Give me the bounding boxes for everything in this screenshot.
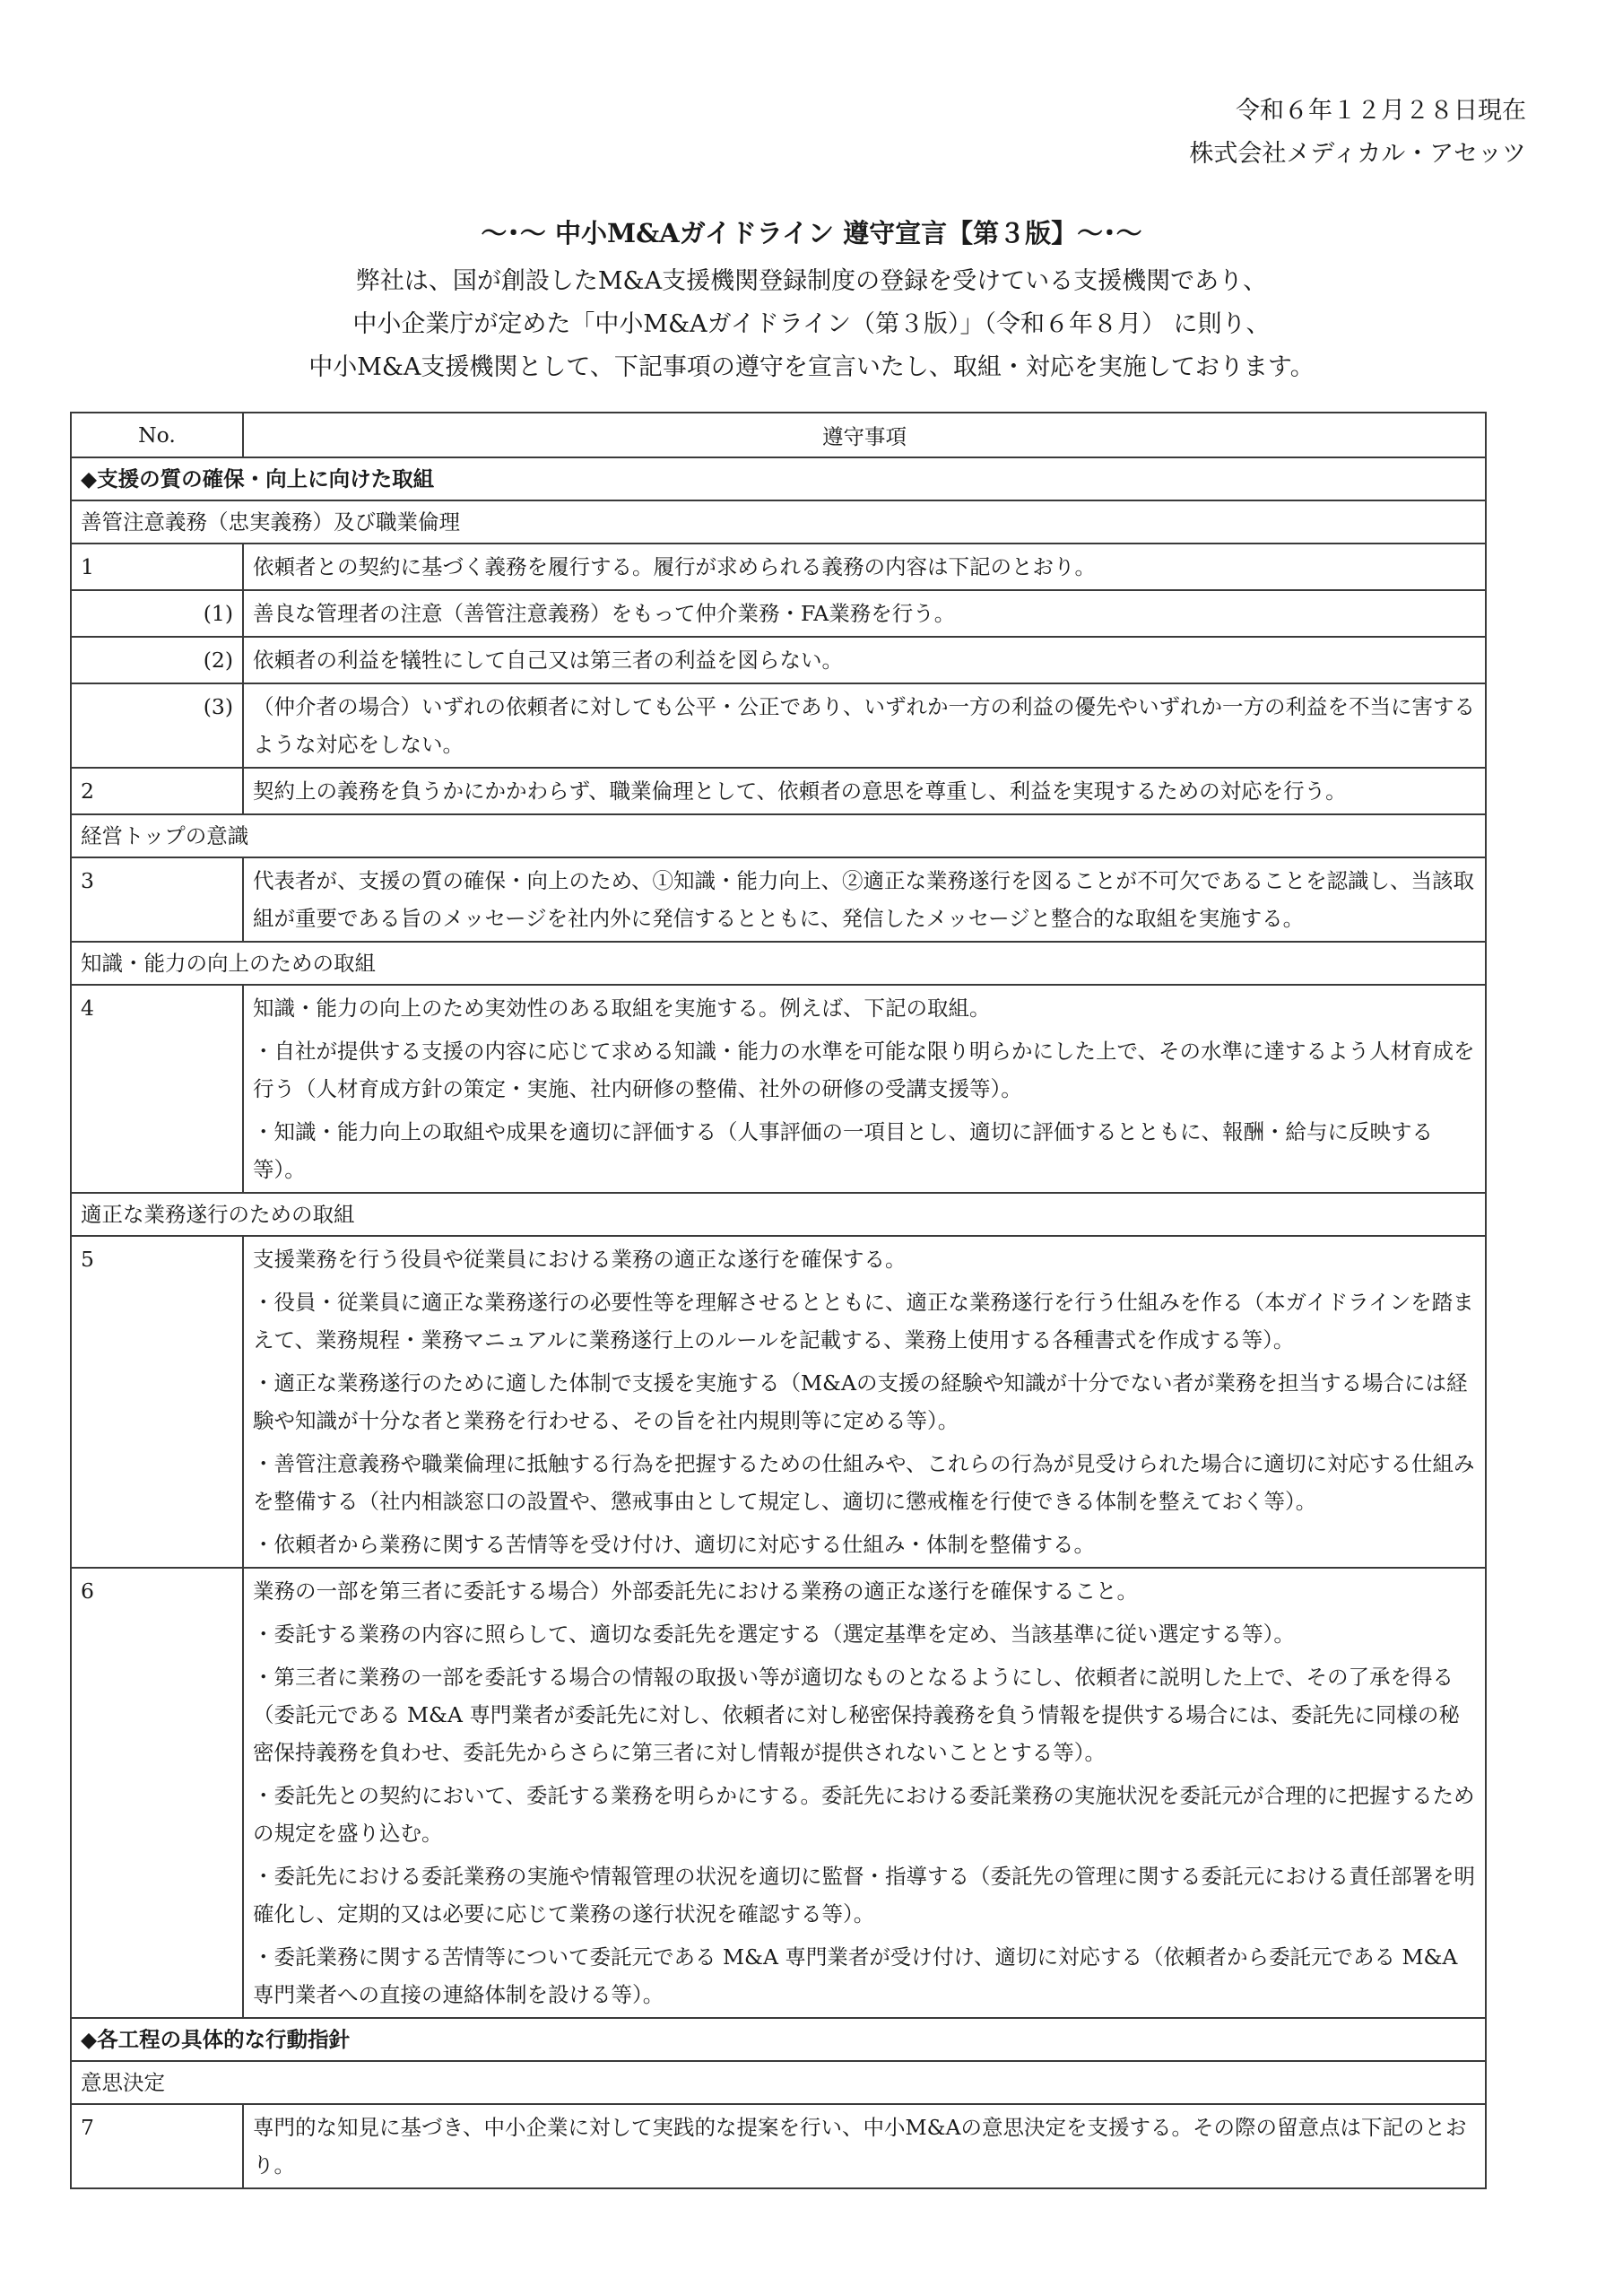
item-row [71, 2104, 1486, 2188]
section-row [71, 2018, 1486, 2061]
section-heading: ◆各工程の具体的な行動指針 [71, 2018, 1486, 2061]
sub-item-row [71, 590, 1486, 637]
sub-item-number: (3) [71, 683, 243, 768]
item-content [243, 1568, 1486, 2018]
item-content [243, 544, 1486, 590]
sub-item-row [71, 637, 1486, 683]
item-content [243, 2104, 1486, 2188]
item-content [243, 857, 1486, 942]
item-lead: 依頼者との契約に基づく義務を履行する。履行が求められる義務の内容は下記のとおり。 [253, 554, 1096, 579]
item-bullet: ・知識・能力向上の取組や成果を適切に評価する（人事評価の一項目とし、適切に評価するとともに、報酬・給与に反映する等）。 [253, 1119, 1433, 1182]
item-lead: 知識・能力の向上のため実効性のある取組を実施する。例えば、下記の取組。 [253, 996, 991, 1021]
category-row [71, 814, 1486, 857]
category-heading: 知識・能力の向上のための取組 [71, 942, 1486, 985]
item-number: 1 [71, 544, 243, 590]
category-heading: 適正な業務遂行のための取組 [71, 1193, 1486, 1236]
item-bullet: ・依頼者から業務に関する苦情等を受け付け、適切に対応する仕組み・体制を整備する。 [253, 1532, 1096, 1557]
item-content [243, 768, 1486, 814]
item-lead: 依頼者の利益を犠牲にして自己又は第三者の利益を図らない。 [253, 648, 843, 673]
category-row [71, 500, 1486, 544]
item-content [243, 590, 1486, 637]
section-heading: ◆支援の質の確保・向上に向けた取組 [71, 457, 1486, 500]
item-lead: （仲介者の場合）いずれの依頼者に対しても公平・公正であり、いずれか一方の利益の優先やいずれか一方の利益を不当に害するような対応をしない。 [253, 694, 1475, 757]
item-row [71, 1568, 1486, 2018]
item-row [71, 985, 1486, 1193]
table-header-row [71, 413, 1486, 457]
item-lead: 代表者が、支援の質の確保・向上のため、①知識・能力向上、②適正な業務遂行を図ることが不可欠であることを認識し、当該取組が重要である旨のメッセージを社内外に発信するとともに、発信したメッセージと整合的な取組を実施する。 [253, 868, 1475, 931]
item-number: 6 [71, 1568, 243, 2018]
item-lead: 善良な管理者の注意（善管注意義務）をもって仲介業務・FA業務を行う。 [253, 601, 956, 626]
item-number: 3 [71, 857, 243, 942]
section-row [71, 457, 1486, 500]
item-lead: 専門的な知見に基づき、中小企業に対して実践的な提案を行い、中小M&Aの意思決定を支援する。その際の留意点は下記のとおり。 [253, 2115, 1467, 2178]
intro-line: 弊社は、国が創設したM&A支援機関登録制度の登録を受けている支援機関であり、 [355, 267, 1268, 295]
table-body [71, 457, 1486, 2188]
sub-item-row [71, 683, 1486, 768]
item-number: 4 [71, 985, 243, 1193]
item-bullet: ・委託先における委託業務の実施や情報管理の状況を適切に監督・指導する（委託先の管理に関する委託元における責任部署を明確化し、定期的又は必要に応じて業務の遂行状況を確認する等）。 [253, 1864, 1475, 1926]
item-bullet: ・委託先との契約において、委託する業務を明らかにする。委託先における委託業務の実施状況を委託元が合理的に把握するための規定を盛り込む。 [253, 1783, 1475, 1846]
item-lead: 支援業務を行う役員や従業員における業務の適正な遂行を確保する。 [253, 1247, 907, 1272]
column-header-items: 遵守事項 [243, 413, 1486, 457]
item-bullet: ・善管注意義務や職業倫理に抵触する行為を把握するための仕組みや、これらの行為が見受けられた場合に適切に対応する仕組みを整備する（社内相談窓口の設置や、懲戒事由として規定し、適切に懲戒権を行使できる体制を整えておく等）。 [253, 1451, 1475, 1514]
item-lead: 契約上の義務を負うかにかかわらず、職業倫理として、依頼者の意思を尊重し、利益を実現するための対応を行う。 [253, 778, 1347, 804]
item-number: 7 [71, 2104, 243, 2188]
item-bullet: ・第三者に業務の一部を委託する場合の情報の取扱い等が適切なものとなるようにし、依頼者に説明した上で、その了承を得る（委託元である M&A 専門業者が委託先に対し、依頼者に対し秘密保持義務を負う情報を提供する場合には、委託先に同様の秘密保持義務を負わせ、委託先からさらに第三者に対し情報が提供されないこととする等）。 [253, 1665, 1460, 1765]
item-number: 5 [71, 1236, 243, 1568]
item-number: 2 [71, 768, 243, 814]
issue-date: 令和６年１２月２８日現在 [1236, 97, 1526, 125]
intro-text [0, 260, 1623, 389]
category-row [71, 1193, 1486, 1236]
item-content [243, 683, 1486, 768]
category-heading: 善管注意義務（忠実義務）及び職業倫理 [71, 500, 1486, 544]
sub-item-number: (1) [71, 590, 243, 637]
item-bullet: ・委託業務に関する苦情等について委託元である M&A 専門業者が受け付け、適切に対応する（依頼者から委託元である M&A 専門業者への直接の連絡体制を設ける等）。 [253, 1944, 1458, 2007]
item-row [71, 544, 1486, 590]
item-bullet: ・適正な業務遂行のために適した体制で支援を実施する（M&Aの支援の経験や知識が十分でない者が業務を担当する場合には経験や知識が十分な者と業務を行わせる、その旨を社内規則等に定める等）。 [253, 1370, 1468, 1433]
item-bullet: ・役員・従業員に適正な業務遂行の必要性等を理解させるとともに、適正な業務遂行を行う仕組みを作る（本ガイドラインを踏まえて、業務規程・業務マニュアルに業務遂行上のルールを記載する、業務上使用する各種書式を作成する等）。 [253, 1290, 1474, 1352]
category-row [71, 2061, 1486, 2104]
intro-line: 中小M&A支援機関として、下記事項の遵守を宣言いたし、取組・対応を実施しております。 [308, 353, 1315, 381]
column-header-no: No. [71, 413, 243, 457]
compliance-table [70, 412, 1487, 2189]
item-bullet: ・委託する業務の内容に照らして、適切な委託先を選定する（選定基準を定め、当該基準に従い選定する等）。 [253, 1622, 1295, 1647]
category-heading: 意思決定 [71, 2061, 1486, 2104]
item-content [243, 637, 1486, 683]
company-name: 株式会社メディカル・アセッツ [1189, 140, 1526, 168]
item-content [243, 1236, 1486, 1568]
document-title: ～･～ 中小M&Aガイドライン 遵守宣言【第３版】～･～ [481, 218, 1142, 248]
item-row [71, 768, 1486, 814]
item-row [71, 1236, 1486, 1568]
item-lead: 業務の一部を第三者に委託する場合）外部委託先における業務の適正な遂行を確保すること。 [253, 1578, 1138, 1604]
category-row [71, 942, 1486, 985]
category-heading: 経営トップの意識 [71, 814, 1486, 857]
item-row [71, 857, 1486, 942]
item-bullet: ・自社が提供する支援の内容に応じて求める知識・能力の水準を可能な限り明らかにした上で、その水準に達するよう人材育成を行う（人材育成方針の策定・実施、社内研修の整備、社外の研修の受講支援等）。 [253, 1039, 1475, 1101]
intro-line: 中小企業庁が定めた「中小M&Aガイドライン（第３版）」（令和６年８月） に則り、 [352, 310, 1271, 338]
item-content [243, 985, 1486, 1193]
sub-item-number: (2) [71, 637, 243, 683]
document-header [1189, 90, 1526, 176]
title-block [0, 213, 1623, 389]
